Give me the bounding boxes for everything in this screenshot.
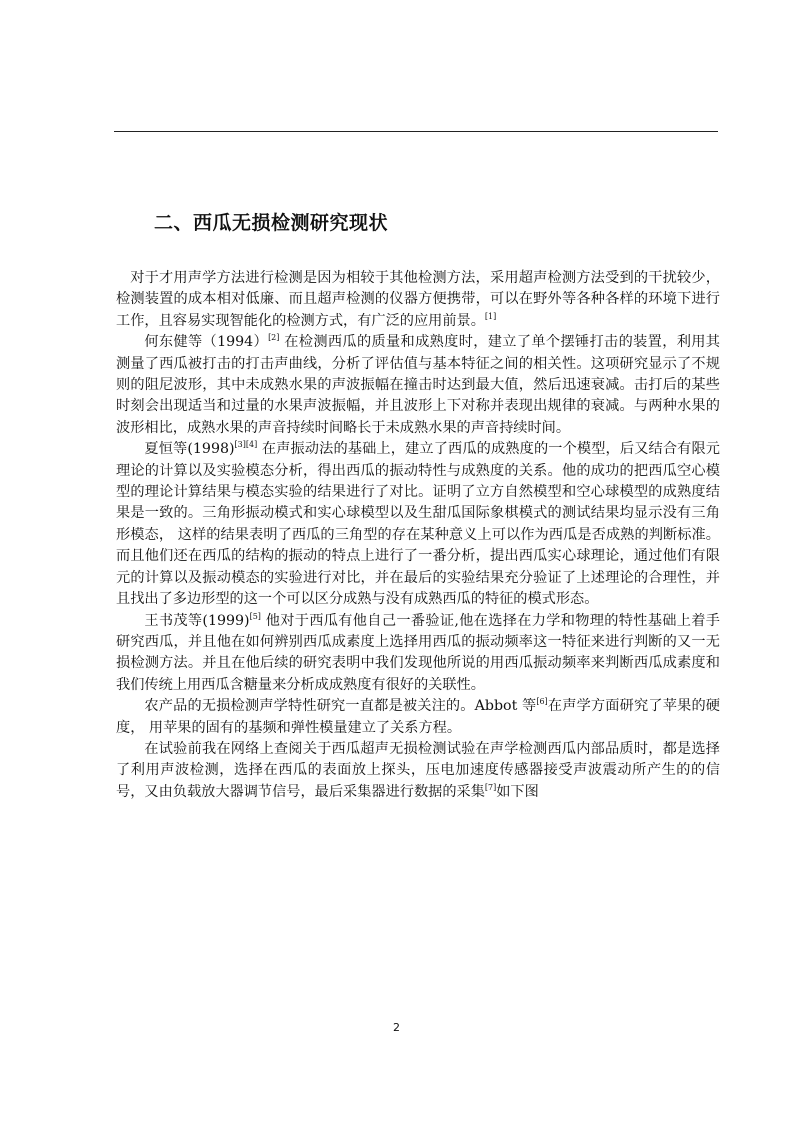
paragraph-text: 在声振动法的基础上，建立了西瓜的成熟度的一个模型，后又结合有限元理论的计算以及实验模态分析，得出西瓜的振动特性与成熟度的关系。他的成功的把西瓜空心模型的理论计算结果与模态实验的结果进行了对比。证明了立方自然模型和空心球模型的成熟度结果是一致的。三角形振动模式和实心球模型以及生甜瓜国际象棋模式的测试结果均显示没有三角形模态， 这样的结果表明了西瓜的三角型的存在某种意义上可以作为西瓜是否成熟的判断标准。而且他们还在西瓜的结构的振动的特点上进行了一番分析，提出西瓜实心球理论，通过他们有限元的计算以及振动模态的实验进行对比，并在最后的实验结果充分验证了上述理论的合理性，并且找出了多边形型的这一个可以区分成熟与没有成熟西瓜的特征的模式形态。 bbox=[116, 441, 720, 608]
section-heading: 二、西瓜无损检测研究现状 bbox=[154, 212, 389, 234]
paragraph-text: 在检测西瓜的质量和成熟度时，建立了单个摆锤打击的装置，利用其测量了西瓜被打击的打击声曲线，分析了评估值与基本特征之间的相关性。这项研究显示了不规则的阻尼波形，其中未成熟水果的声波振幅在撞击时达到最大值，然后迅速衰减。击打后的某些时刻会出现适当和过量的水果声波振幅，并且波形上下对称并表现出规律的衰减。与两种水果的波形相比，成熟水果的声音持续时间略长于未成熟水果的声音持续时间。 bbox=[116, 334, 720, 436]
paragraph-text: 农产品的无损检测声学特性研究一直都是被关注的。Abbot 等 bbox=[144, 698, 537, 715]
header-rule bbox=[114, 131, 718, 132]
paragraph bbox=[116, 696, 720, 739]
paragraph-text: 王书茂等(1999) bbox=[144, 612, 250, 629]
paragraph bbox=[116, 739, 720, 803]
paragraph-text: 在声学方面研究了苹果的硬度， 用苹果的固有的基频和弹性模量建立了关系方程。 bbox=[116, 698, 720, 736]
paragraph-text: 他对于西瓜有他自己一番验证,他在选择在力学和物理的特性基础上着手研究西瓜，并且他在如何辨别西瓜成素度上选择用西瓜的振动频率这一特征来进行判断的又一无损检测方法。并且在他后续的研究表明中我们发现他所说的用西瓜振动频率来判断西瓜成素度和我们传统上用西瓜含糖量来分析成成熟度有很好的关联性。 bbox=[116, 612, 720, 693]
citation: [7] bbox=[484, 782, 497, 792]
paragraph-text: 如下图 bbox=[496, 783, 539, 800]
page-number: 2 bbox=[393, 1021, 400, 1034]
paragraph bbox=[116, 332, 720, 439]
citation: [6] bbox=[536, 697, 548, 707]
paragraph bbox=[116, 439, 720, 610]
citation: [1] bbox=[484, 311, 497, 321]
citation: [3][4] bbox=[234, 440, 258, 450]
paragraph-text: 在试验前我在网络上查阅关于西瓜超声无损检测试验在声学检测西瓜内部品质时，都是选择了利用声波检测，选择在西瓜的表面放上探头，压电加速度传感器接受声波震动所产生的的信号，又由负载放大器调节信号，最后采集器进行数据的采集 bbox=[116, 740, 720, 800]
paragraph bbox=[116, 268, 720, 332]
paragraph-text: 夏恒等(1998) bbox=[144, 441, 235, 458]
paragraph-text: 对于才用声学方法进行检测是因为相较于其他检测方法，采用超声检测方法受到的干扰较少，检测装置的成本相对低廉、而且超声检测的仪器方便携带，可以在野外等各种各样的环境下进行工作，且容易实现智能化的检测方式，有广泛的应用前景。 bbox=[116, 270, 720, 329]
citation: [2] bbox=[268, 333, 280, 343]
body-text bbox=[116, 268, 720, 803]
citation: [5] bbox=[249, 611, 261, 621]
paragraph bbox=[116, 611, 720, 697]
paragraph-text: 何东健等（1994） bbox=[144, 334, 269, 351]
